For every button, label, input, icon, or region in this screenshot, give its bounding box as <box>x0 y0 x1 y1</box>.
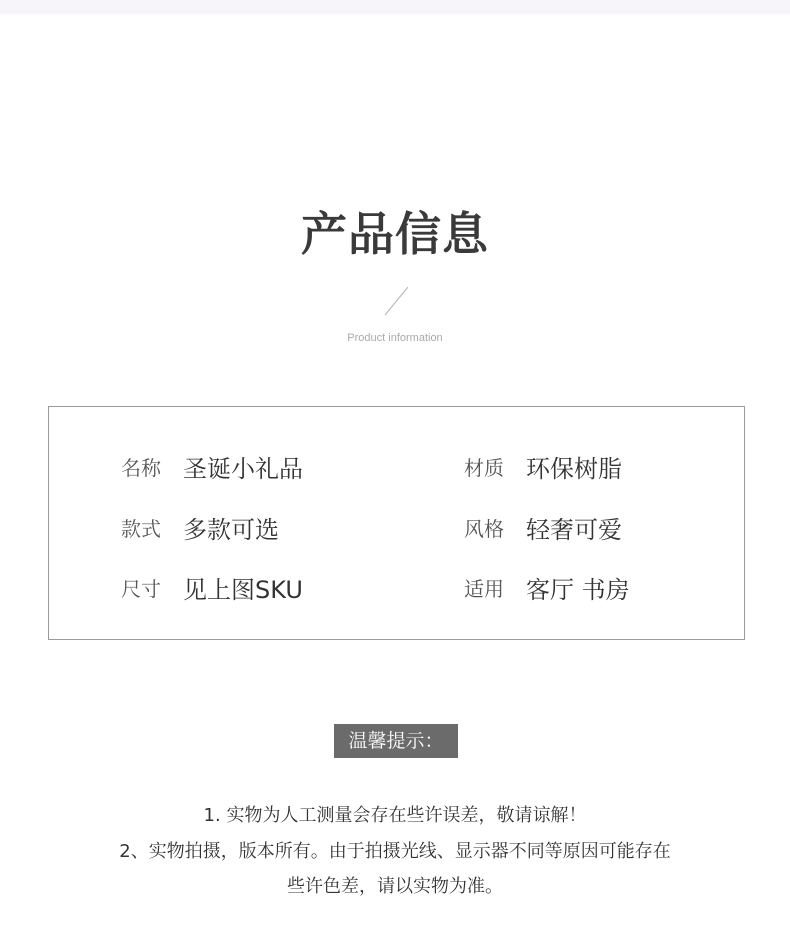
info-value: 多款可选 <box>183 515 279 544</box>
notice-line-1: 1. 实物为人工测量会存在些许误差，敬请谅解！ <box>203 805 587 826</box>
info-row-usage <box>464 569 630 605</box>
info-label: 适用 <box>464 576 504 601</box>
info-row-material <box>464 448 622 484</box>
page-title: 产品信息 <box>301 207 489 261</box>
product-info-box <box>48 406 745 640</box>
notice-line-3: 些许色差，请以实物为准。 <box>287 876 503 897</box>
info-label: 尺寸 <box>121 576 161 601</box>
info-label: 风格 <box>464 516 504 541</box>
info-row-size <box>121 569 303 605</box>
notice-line-2: 2、实物拍摄，版本所有。由于拍摄光线、显示器不同等原因可能存在 <box>119 841 671 862</box>
info-value: 客厅 书房 <box>526 575 630 604</box>
info-row-name <box>121 448 303 484</box>
top-strip <box>0 0 790 14</box>
info-value: 见上图SKU <box>183 575 303 604</box>
info-row-design <box>464 509 622 545</box>
info-value: 圣诞小礼品 <box>183 454 303 483</box>
info-label: 款式 <box>121 516 161 541</box>
info-label: 材质 <box>464 455 504 480</box>
notice-badge: 温馨提示： <box>334 724 458 758</box>
divider-slash-icon <box>384 286 409 316</box>
info-value: 环保树脂 <box>526 454 622 483</box>
page-subtitle: Product information <box>347 332 443 344</box>
info-label: 名称 <box>121 455 161 480</box>
info-value: 轻奢可爱 <box>526 515 622 544</box>
info-row-style <box>121 509 279 545</box>
